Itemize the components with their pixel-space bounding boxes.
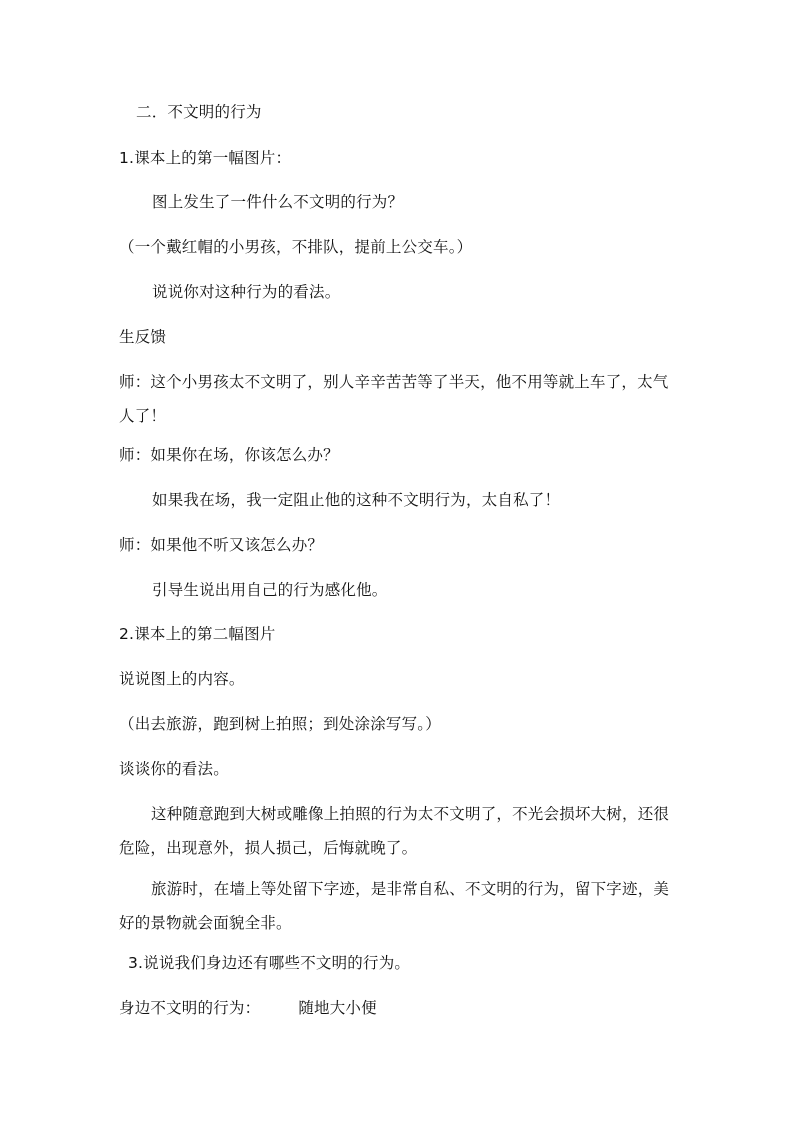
guidance-paragraph: 引导生说出用自己的行为感化他。 — [152, 581, 388, 599]
answer-paragraph: （一个戴红帽的小男孩，不排队，提前上公交车。） — [119, 238, 473, 256]
opinion-paragraph-1: 这种随意跑到大树或雕像上拍照的行为太不文明了，不光会损坏大树，还很危险，出现意外，损人损己，后悔就晚了。 — [119, 805, 670, 857]
describe-prompt: 说说图上的内容。 — [119, 670, 245, 688]
list-label-text: 身边不文明的行为： — [119, 999, 261, 1017]
section-heading: 二．不文明的行为 — [136, 103, 262, 121]
opinion-prompt: 谈谈你的看法。 — [119, 760, 229, 778]
content-answer: （出去旅游，跑到树上拍照；到处涂涂写写。） — [119, 715, 441, 733]
item-heading-1: 1.课本上的第一幅图片： — [119, 149, 292, 167]
list-label — [119, 998, 377, 1018]
teacher-question-1: 师：如果你在场，你该怎么办？ — [119, 446, 339, 464]
feedback-label: 生反馈 — [119, 328, 167, 346]
prompt-paragraph: 说说你对这种行为的看法。 — [152, 283, 341, 301]
list-first-item: 随地大小便 — [298, 999, 377, 1017]
student-answer-1: 如果我在场，我一定阻止他的这种不文明行为，太自私了！ — [152, 491, 561, 509]
teacher-remark-1: 师：这个小男孩太不文明了，别人辛辛苦苦等了半天，他不用等就上车了，太气人了！ — [119, 373, 669, 425]
opinion-paragraph-2: 旅游时，在墙上等处留下字迹，是非常自私、不文明的行为，留下字迹，美好的景物就会面貌全非。 — [119, 880, 670, 932]
item-heading-3: 3.说说我们身边还有哪些不文明的行为。 — [128, 954, 411, 972]
question-paragraph: 图上发生了一件什么不文明的行为？ — [152, 193, 404, 211]
teacher-question-2: 师：如果他不听又该怎么办？ — [119, 536, 324, 554]
item-heading-2: 2.课本上的第二幅图片 — [119, 625, 276, 643]
